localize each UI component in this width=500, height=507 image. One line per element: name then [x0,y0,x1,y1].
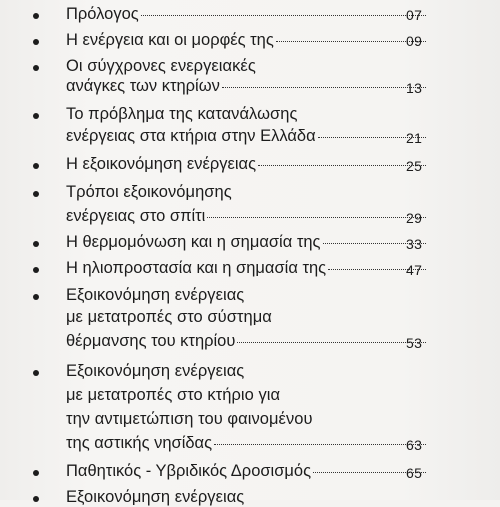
toc-page-number: 63 [406,437,423,453]
bullet-icon [33,191,39,197]
toc-entry-last-line [66,206,430,226]
toc-entry-title: ενέργειας στο σπίτι [66,207,206,225]
bullet-icon [33,13,39,19]
toc-entry-title: της αστικής νησίδας [66,434,213,452]
toc-entry-line: την αντιμετώπιση του φαινομένου [66,410,313,428]
toc-entry-title: ενέργειας στα κτήρια στην Ελλάδα [66,127,316,145]
toc-entry-title: Η εξοικονόμηση ενέργειας [66,155,257,173]
toc-entry-title: Η θερμομόνωση και η σημασία της [66,233,321,251]
bullet-icon [33,113,39,119]
toc-page-number: 29 [406,210,423,226]
toc-entry-title: Η ενέργεια και οι μορφές της [66,31,274,49]
dot-leader [214,444,426,445]
bullet-icon [33,470,39,476]
toc-entry-last-line [66,30,430,50]
dot-leader [258,165,426,166]
toc-entry-line: Εξοικονόμηση ενέργειας [66,362,245,380]
toc-page-number: 09 [406,33,423,49]
toc-page-number: 65 [406,465,423,481]
toc-entry-line: με μετατροπές στο σύστημα [66,308,272,326]
toc-entry-title: θέρμανσης του κτηρίου [66,332,236,350]
toc-entry-last-line [66,126,430,146]
toc-entry-last-line [66,232,430,252]
toc-entry-last-line [66,4,430,24]
toc-page-number: 25 [406,158,423,174]
toc-entry-title: Πρόλογος [66,5,139,23]
toc-entry-last-line [66,433,430,453]
bullet-icon [33,267,39,273]
bullet-icon [33,370,39,376]
toc-entry-title: Η ηλιοπροστασία και η σημασία της [66,259,327,277]
toc-entry-last-line [66,258,430,278]
toc-entry-line: με μετατροπές στο κτήριο για [66,386,281,404]
toc-entry-last-line [66,331,430,351]
toc-entry-last-line [66,461,430,481]
bullet-icon [33,163,39,169]
toc-entry-title: Παθητικός - Υβριδικός Δροσισμός [66,462,312,480]
dot-leader [141,15,426,16]
bullet-icon [33,496,39,502]
toc-entry-title: ανάγκες των κτηρίων [66,77,220,95]
toc-entry-title: Εξοικονόμηση ενέργειας [66,488,245,506]
toc-entry-last-line [66,154,430,174]
toc-page-number: 47 [406,262,423,278]
toc-entry-last-line [66,76,430,96]
toc-entry-line: Οι σύγχρονες ενεργειακές [66,57,256,75]
dot-leader [276,41,426,42]
toc-page-number: 07 [406,7,423,23]
toc-page-number: 13 [406,80,423,96]
toc-page-number: 21 [406,130,423,146]
toc-entry-line: Τρόποι εξοικονόμησης [66,183,232,201]
bullet-icon [33,294,39,300]
toc-page-number: 33 [406,236,423,252]
bullet-icon [33,65,39,71]
toc-entry-line: Εξοικονόμηση ενέργειας [66,286,245,304]
bullet-icon [33,241,39,247]
bullet-icon [33,39,39,45]
dot-leader [237,342,426,343]
dot-leader [207,217,426,218]
toc-page-number: 53 [406,335,423,351]
toc-entry-line: Το πρόβλημα της κατανάλωσης [66,105,298,123]
dot-leader [222,87,426,88]
